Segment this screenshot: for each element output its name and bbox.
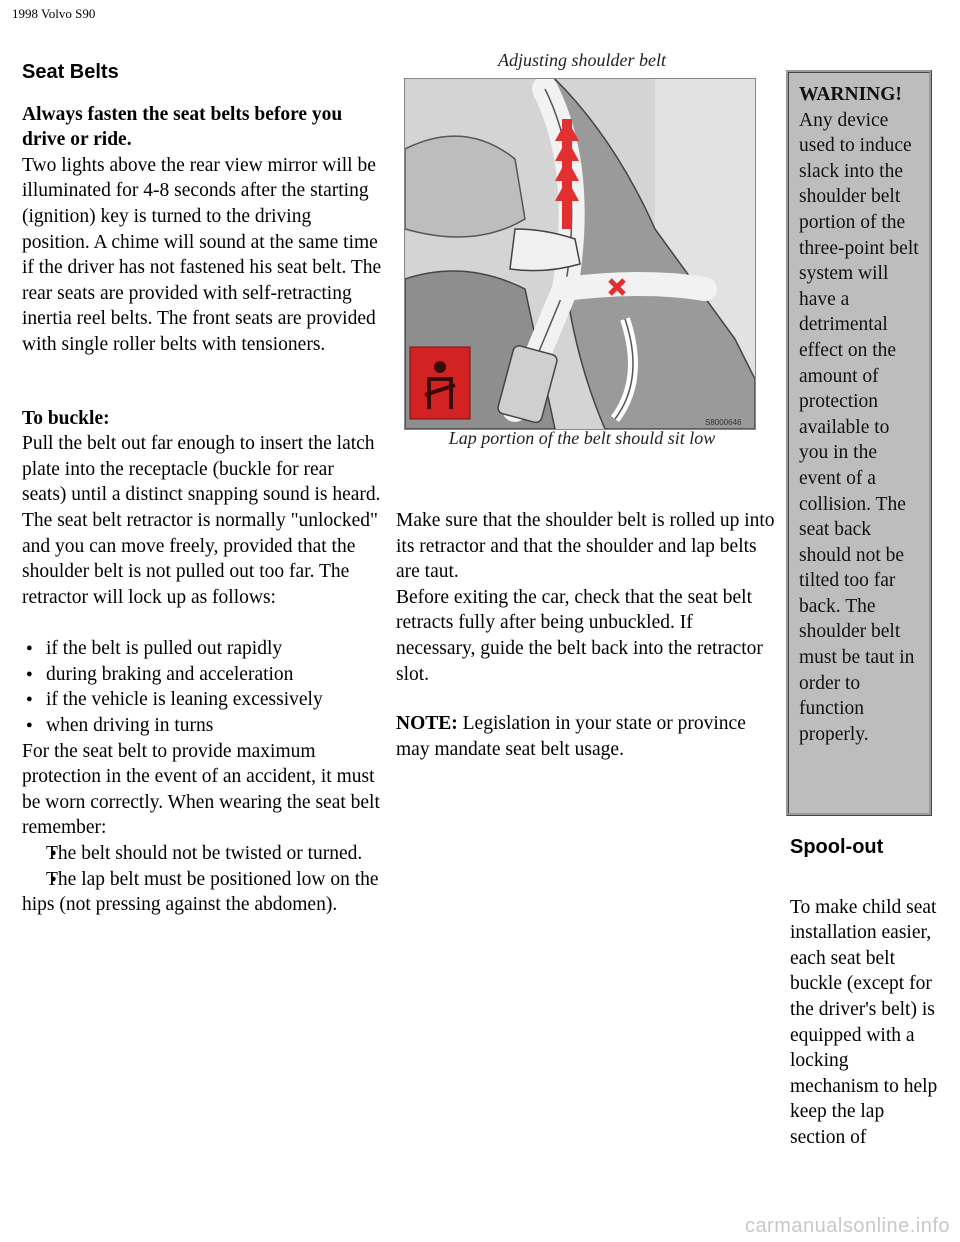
figure-caption-top: Adjusting shoulder belt xyxy=(498,50,666,70)
note-label: NOTE: xyxy=(396,713,458,735)
buckle-heading: To buckle: xyxy=(22,407,110,429)
page-title: Seat Belts xyxy=(22,61,119,83)
figure-caption-bottom: Lap portion of the belt should sit low xyxy=(448,428,716,448)
illustration-svg xyxy=(405,79,755,429)
lock-list xyxy=(22,636,382,738)
list-item: ● if the vehicle is leaning excessively xyxy=(22,687,382,713)
list-item: ● if the belt is pulled out rapidly xyxy=(22,636,382,662)
note-text: Legislation in your state or province may mandate seat belt usage. xyxy=(396,713,746,760)
seat-belt-illustration xyxy=(404,78,756,430)
note-para xyxy=(396,711,776,762)
main-column xyxy=(22,60,382,918)
buckle-text: Pull the belt out far enough to insert the latch plate into the receptacle (buckle for rear seats) until a distinct snapping sound is heard. The seat belt retractor is normally "unlocked" and you can move freely, provided that the shoulder belt is not pulled out too far. The retractor will lock up as follows: xyxy=(22,433,381,608)
spool-text: To make child seat installation easier, each seat belt buckle (except for the driver's belt) is equipped with a locking mechanism to help keep the lap section of xyxy=(790,896,938,1148)
list-item: ● The lap belt must be positioned low on the hips (not pressing against the abdomen). xyxy=(22,867,382,918)
lead-text: Always fasten the seat belts before you drive or ride. xyxy=(22,103,343,151)
figure-code: S8000646 xyxy=(705,418,742,427)
wear-text: For the seat belt to provide maximum protection in the event of an accident, it must be worn correctly. When wearing the seat belt remember: xyxy=(22,740,380,839)
warning-box xyxy=(786,70,932,816)
warning-text: Any device used to induce slack into the shoulder belt portion of the three-point belt system will have a detrimental effect on the amount of protection available to you in the event of a collision. The seat back should not be tilted too far back. The shoulder belt must be taut in order to function properly. xyxy=(799,109,919,745)
list-item: ● The belt should not be twisted or turned. xyxy=(22,841,382,867)
site-watermark: carmanualsonline.info xyxy=(744,1215,950,1237)
middle-para-1: Make sure that the shoulder belt is rolled up into its retractor and that the shoulder and lap belts are taut. xyxy=(396,510,775,583)
wear-list xyxy=(22,841,382,918)
warning-label: WARNING! xyxy=(799,84,902,105)
warning-content xyxy=(799,82,921,747)
spool-column xyxy=(790,835,940,1151)
page-header: 1998 Volvo S90 xyxy=(12,6,96,21)
intro-text: Two lights above the rear view mirror will be illuminated for 4-8 seconds after the starting (ignition) key is turned to the driving position. A chime will sound at the same time if the driver has not fastened his seat belt. The rear seats are provided with self-retracting inertia reel belts. The front seats are provided with single roller belts with tensioners. xyxy=(22,154,382,355)
list-item: ● when driving in turns xyxy=(22,713,382,739)
spool-title: Spool-out xyxy=(790,836,884,858)
middle-para-2: Before exiting the car, check that the seat belt retracts fully after being unbuckled. If necessary, guide the belt back into the retractor slot. xyxy=(396,586,763,685)
seat-belt-figure xyxy=(404,50,760,458)
list-item: ● during braking and acceleration xyxy=(22,662,382,688)
middle-column xyxy=(396,508,776,762)
